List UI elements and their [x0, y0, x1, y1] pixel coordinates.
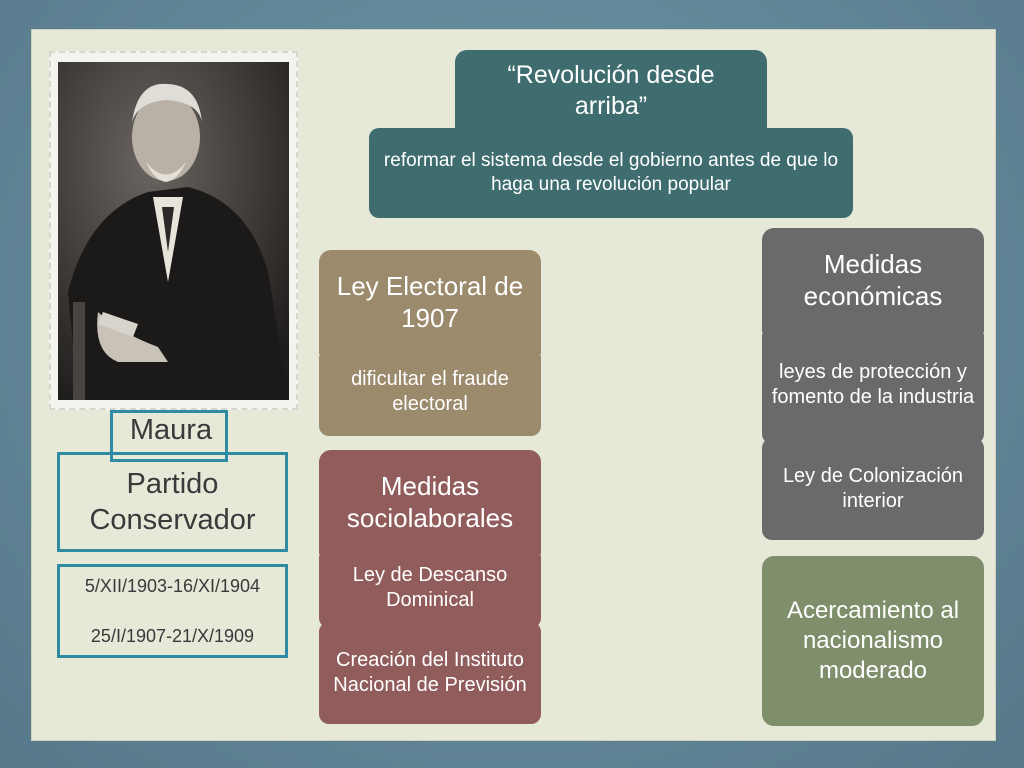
ley-electoral-title-box: [319, 250, 541, 354]
revolucion-subtitle-box: [369, 128, 853, 218]
economicas-title: Medidas económicas: [803, 248, 943, 311]
nacionalismo-text: Acercamiento al nacionalismo moderado: [786, 597, 960, 684]
economicas-item: leyes de protección y fomento de la industria: [771, 361, 975, 408]
nacionalismo-box: [762, 556, 984, 726]
ley-electoral-title: Ley Electoral de 1907: [336, 270, 524, 333]
sociolaborales-title: Medidas sociolaborales: [346, 470, 514, 533]
portrait-photo-frame: [49, 51, 298, 410]
economicas-title-box: [762, 228, 984, 332]
ley-electoral-detail-box: [319, 348, 541, 436]
economicas-item-box: [762, 326, 984, 444]
ley-electoral-detail: dificultar el fraude electoral: [351, 368, 509, 415]
person-name: Maura: [129, 414, 213, 446]
portrait-photo: [58, 62, 289, 400]
revolucion-subtitle: reformar el sistema desde el gobierno antes de que lo haga una revolución popular: [383, 150, 839, 195]
revolucion-title: “Revolución desde arriba”: [507, 61, 715, 121]
revolucion-title-box: [455, 50, 767, 134]
portrait-illustration: [58, 62, 289, 400]
sociolaborales-item: Ley de Descanso Dominical: [352, 564, 508, 611]
sociolaborales-item-box: [319, 548, 541, 628]
term-date: 25/I/1907-21/X/1909: [90, 626, 255, 646]
sociolaborales-title-box: [319, 450, 541, 554]
economicas-item: Ley de Colonización interior: [782, 465, 964, 512]
term-date: 5/XII/1903-16/XI/1904: [84, 576, 261, 596]
economicas-item-box: [762, 438, 984, 540]
party-name: Partido Conservador: [89, 468, 256, 537]
sociolaborales-item: Creación del Instituto Nacional de Previsión: [333, 649, 527, 696]
sociolaborales-item-box: [319, 622, 541, 724]
